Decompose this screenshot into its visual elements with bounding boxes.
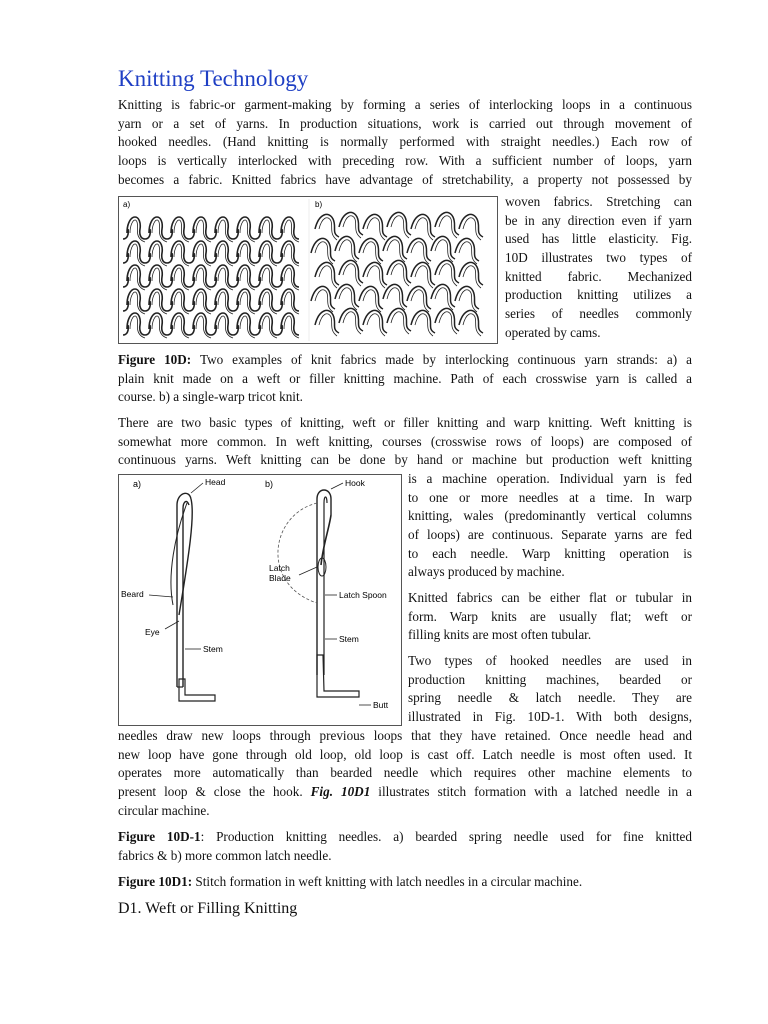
knitting-needles-figure: [118, 474, 402, 726]
intro-wrap-line: used has little elasticity. Fig.: [505, 231, 692, 246]
label-latch-spoon: Latch Spoon: [339, 590, 387, 600]
para3-line: Knitted fabrics can be either flat or tubular in: [408, 590, 692, 605]
para3-line: form. Warp knits are usually flat; weft or: [408, 609, 692, 624]
intro-wrap-line: production knitting utilizes a: [505, 287, 692, 302]
intro-wrap-line: knitted fabric. Mechanized: [505, 269, 692, 284]
label-eye: Eye: [145, 627, 160, 637]
fig2-label-a: a): [133, 479, 142, 489]
intro-wrap-line: be in any direction even if yarn: [505, 213, 692, 228]
para4-line: circular machine.: [118, 803, 210, 818]
para4-line-with-ref: [118, 783, 692, 802]
para2-wrap-line: knitting, wales (predominantly vertical columns: [408, 508, 692, 523]
caption-text: Stitch formation in weft knitting with latch needles in a circular machine.: [192, 874, 583, 889]
intro-wrap-line: woven fabrics. Stretching can: [505, 194, 692, 209]
caption-label: Figure 10D1:: [118, 874, 193, 889]
label-latch: Latch: [269, 563, 290, 573]
para2-line: somewhat more common. In weft knitting, courses (crosswise rows of loops) are composed of: [118, 434, 692, 449]
para4-wrap-line: production knitting machines, bearded or: [408, 672, 692, 687]
para4-line: new loop have gone through old loop, old loop is cast off. Latch needle is most often used. It: [118, 747, 692, 762]
label-blade: Blade: [269, 573, 291, 583]
para2-wrap-line: to each needle. Warp knitting operation is: [408, 546, 692, 561]
para2-wrap-line: to one or more needles at a time. In warp: [408, 490, 692, 505]
caption-text: : Production knitting needles. a) bearded spring needle used for fine knitted: [200, 829, 692, 844]
para2-line: continuous yarns. Weft knitting can be done by hand or machine but production weft knitting: [118, 452, 692, 467]
knit-fabric-illustration: [119, 197, 497, 343]
caption-text: Two examples of knit fabrics made by interlocking continuous yarn strands: a) a: [191, 352, 693, 367]
para4-line: needles draw new loops through previous loops that they have retained. Once needle head and: [118, 728, 692, 743]
intro-wrap-line: operated by cams.: [505, 325, 601, 340]
para2-wrap-line: of loops) are continuous. Separate yarns are fed: [408, 527, 692, 542]
caption-line: plain knit made on a weft or filler knitting machine. Path of each crosswise yarn is called a: [118, 371, 692, 386]
para2-wrap-line: is a machine operation. Individual yarn is fed: [408, 471, 692, 486]
intro-line: yarn or a set of yarns. In production situations, work is carried out through movement of: [118, 116, 692, 131]
caption-line: course. b) a single-warp tricot knit.: [118, 389, 303, 404]
label-head: Head: [205, 477, 226, 487]
caption-fig-10d-1: [118, 828, 692, 847]
intro-line: Knitting is fabric-or garment-making by forming a series of interlocking loops in a continuous: [118, 97, 692, 112]
knitting-needles-illustration: [119, 475, 401, 725]
label-stem-a: Stem: [203, 644, 223, 654]
para4-wrap-line: illustrated in Fig. 10D-1. With both designs,: [408, 709, 692, 724]
para4-line: operates more automatically than bearded needle which requires other machine elements to: [118, 765, 692, 780]
intro-wrap-line: 10D illustrates two types of: [505, 250, 692, 265]
para2-line: There are two basic types of knitting, weft or filler knitting and warp knitting. Weft knitting is: [118, 415, 692, 430]
para4-text: present loop & close the hook.: [118, 784, 311, 799]
intro-line: loops is vertically interlocked with preceding row. With a sufficient number of loops, yarn: [118, 153, 692, 168]
para4-text: illustrates stitch formation with a latched needle in a: [370, 784, 692, 799]
label-beard: Beard: [121, 589, 144, 599]
intro-line: becomes a fabric. Knitted fabrics have advantage of stretchability, a property not possessed by: [118, 172, 692, 187]
knit-fabric-figure: [118, 196, 498, 344]
para2-wrap-line: always produced by machine.: [408, 564, 565, 579]
para3-line: filling knits are most often tubular.: [408, 627, 592, 642]
caption-fig-10d1: [118, 873, 692, 892]
para4-wrap-line: spring needle & latch needle. They are: [408, 690, 692, 705]
caption-label: Figure 10D-1: [118, 829, 201, 844]
para4-wrap-line: Two types of hooked needles are used in: [408, 653, 692, 668]
intro-wrap-line: series of needles commonly: [505, 306, 692, 321]
section-heading: D1. Weft or Filling Knitting: [118, 900, 298, 917]
intro-line: hooked needles. (Hand knitting is normally performed with straight needles.) Each row of: [118, 134, 692, 149]
fig1-label-b: b): [315, 200, 323, 209]
caption-line: fabrics & b) more common latch needle.: [118, 848, 332, 863]
label-hook: Hook: [345, 478, 365, 488]
caption-label: Figure 10D:: [118, 352, 192, 367]
page-title: Knitting Technology: [118, 66, 309, 91]
figure-reference: Fig. 10D1: [310, 784, 371, 799]
label-stem-b: Stem: [339, 634, 359, 644]
fig1-label-a: a): [123, 200, 131, 209]
fig2-label-b: b): [265, 479, 274, 489]
caption-fig-10d: [118, 351, 692, 370]
label-butt: Butt: [373, 700, 389, 710]
